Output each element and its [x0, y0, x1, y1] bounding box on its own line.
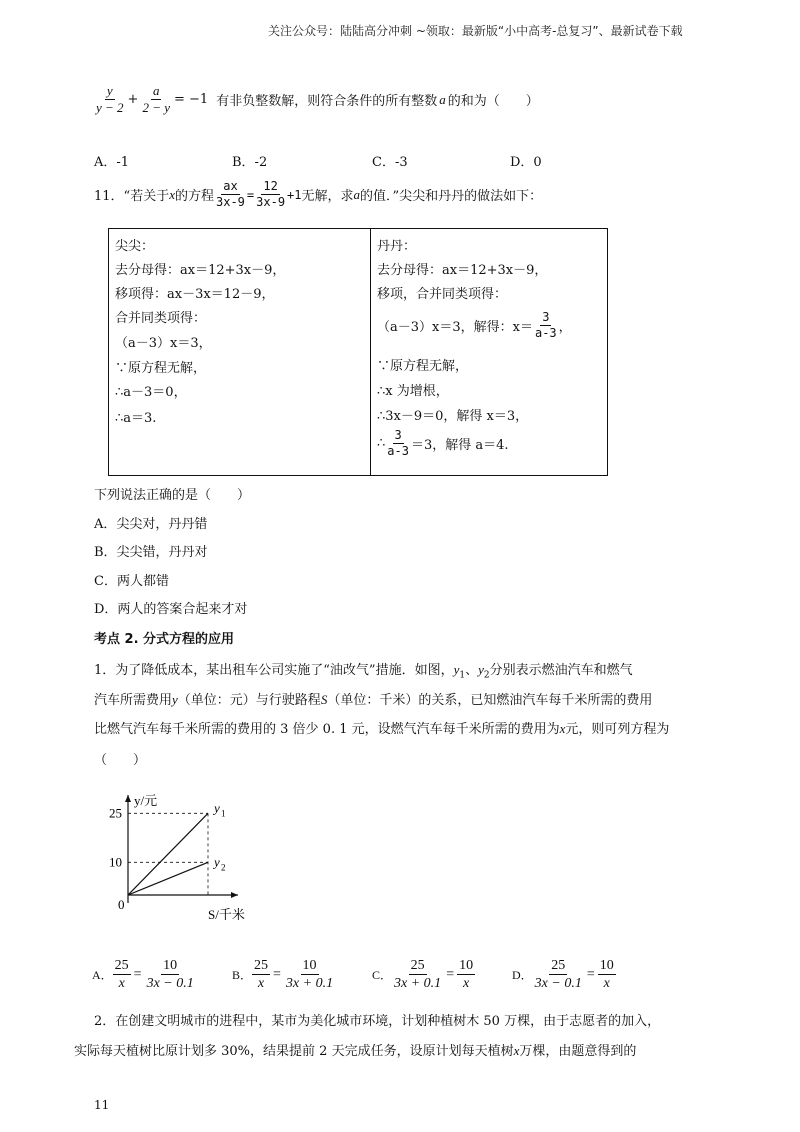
q1-y2: y — [478, 662, 484, 677]
q10-option-b[interactable]: B．-2 — [232, 155, 268, 170]
q1-option-c[interactable] — [372, 958, 512, 992]
q1-option-left-frac — [252, 958, 270, 992]
q1-line2b: （单位：元）与行驶路程 — [177, 693, 321, 708]
q11-x: x — [169, 186, 175, 202]
q1-line-4: （ ） — [94, 753, 147, 768]
q2-line2a: 实际每天植树比原计划多 30%，结果提前 2 天完成任务，设原计划每天植树 — [74, 1044, 514, 1059]
q11-suffix2: 的值．”尖尖和丹丹的做法如下： — [360, 189, 543, 205]
q11-ask: 下列说法正确的是（ ） — [94, 488, 251, 503]
y-axis-label: y/元 — [134, 793, 158, 808]
q1-line2a: 汽车所需费用 — [94, 693, 173, 708]
section-heading: 考点 2. 分式方程的应用 — [94, 632, 235, 647]
q1-option-right-frac — [145, 958, 196, 992]
x-axis-label: S/千米 — [208, 907, 245, 920]
right-line-8-therefore: ∴ — [377, 436, 386, 452]
q1-line1b: 分别表示燃油汽车和燃气 — [489, 663, 633, 678]
q1-line2c: （单位：千米）的关系，已知燃油汽车每千米所需的费用 — [327, 693, 653, 708]
q1-option-label: D． — [512, 968, 533, 983]
q1-y1: y — [453, 662, 460, 677]
q2-xv: x — [513, 1043, 520, 1058]
x-axis-arrow — [231, 892, 238, 898]
solution-table — [108, 228, 608, 476]
right-line-4-frac — [533, 311, 559, 340]
y-tick-label-y1: 25 — [109, 805, 122, 821]
right-line-4-text: （a－3）x＝3，解得：x＝ — [377, 320, 533, 336]
right-line-8 — [377, 429, 509, 458]
series-line-y2 — [128, 862, 208, 895]
q11-suffix: 无解，求 — [301, 189, 354, 205]
q1-option-eq: = — [273, 966, 281, 982]
series-line-y1 — [128, 813, 208, 895]
q10-plus: + — [127, 92, 139, 108]
q10-option-d[interactable]: D．0 — [510, 155, 542, 170]
q11-eq: = — [246, 187, 255, 202]
series-label-y1: y — [214, 800, 220, 816]
q10-frac-2-den: 2 − y — [142, 100, 170, 116]
q2-line-2 — [74, 1040, 636, 1059]
q10-line — [94, 84, 539, 116]
right-frac2-den: a-3 — [387, 444, 409, 459]
q1-sv: S — [320, 692, 328, 707]
q1-options-container — [92, 958, 652, 992]
cost-distance-chart — [100, 785, 270, 920]
q1-xv: x — [559, 721, 566, 736]
q11-frac-2-den: 3x-9 — [256, 195, 286, 210]
q1-sep: 、 — [465, 663, 479, 678]
q11-frac-2 — [254, 180, 287, 209]
q1-line1-text: 1．为了降低成本，某出租车公司实施了“油改气”措施．如图， — [94, 663, 454, 678]
series-label-sub-y2: 2 — [221, 862, 226, 873]
q11-frac-2-num: 12 — [261, 180, 279, 195]
q1-option-left-frac-num: 25 — [549, 958, 567, 975]
q1-option-right-frac-num: 10 — [457, 958, 475, 975]
q2-line-1: 2．在创建文明城市的进程中，某市为美化城市环境，计划种植树木 50 万棵，由于志愿者的加入， — [94, 1014, 661, 1029]
left-line-2: 去分母得：ax＝12+3x－9， — [115, 263, 286, 278]
q1-option-left-frac — [533, 958, 584, 992]
q10-option-a[interactable]: A．-1 — [94, 155, 130, 170]
q10-text2: 的和为（ ） — [447, 94, 539, 110]
q10-rhs: = −1 — [174, 92, 209, 108]
left-line-1: 尖尖： — [115, 239, 155, 254]
q11-a: a — [353, 186, 361, 202]
q1-option-right-frac-den: x — [462, 976, 470, 992]
right-line-5: ∵原方程无解， — [377, 359, 469, 374]
origin-label: 0 — [118, 897, 125, 912]
right-line-7: ∴3x－9＝0，解得 x＝3， — [377, 409, 529, 424]
right-line-1: 丹丹： — [377, 239, 417, 254]
q1-y1-sub: 1 — [459, 670, 466, 681]
q1-option-right-frac — [284, 958, 335, 992]
right-line-8-end: ＝3，解得 a＝4. — [410, 438, 509, 454]
right-frac-num: 3 — [540, 311, 551, 326]
q1-option-left-frac-num: 25 — [409, 958, 427, 975]
q11-prefix: 11．“若关于 — [94, 189, 170, 205]
q1-yv: y — [172, 692, 178, 707]
q1-option-left-frac-num: 25 — [252, 958, 270, 975]
q1-option-right-frac-num: 10 — [301, 958, 319, 975]
q1-option-left-frac-den: x — [118, 976, 125, 992]
q10-var: a — [439, 91, 446, 107]
q1-option-label: B． — [232, 968, 253, 983]
right-frac-den: a-3 — [534, 326, 557, 341]
right-frac2-num: 3 — [393, 429, 404, 444]
q1-option-right-frac — [598, 958, 616, 992]
q1-line3a: 比燃气汽车每千米所需的费用的 3 倍少 0. 1 元，设燃气汽车每千米所需的费用为 — [94, 722, 560, 737]
q1-option-right-frac — [457, 958, 475, 992]
q1-option-left-frac — [392, 958, 443, 992]
q11-option-d[interactable]: D．两人的答案合起来才对 — [94, 602, 248, 617]
q2-line2b: 万棵，由题意得到的 — [519, 1044, 637, 1059]
page-number: 11 — [94, 1098, 110, 1112]
left-line-6: ∵原方程无解， — [115, 361, 207, 376]
q1-option-label: A． — [92, 968, 113, 983]
q11-frac-1-num: ax — [221, 180, 239, 195]
q1-option-eq: = — [586, 966, 595, 982]
q1-y2-sub: 2 — [483, 670, 490, 681]
q1-line-3 — [94, 718, 669, 737]
table-divider — [370, 229, 371, 475]
q11-frac-1 — [214, 180, 247, 209]
right-line-2: 去分母得：ax＝12+3x－9， — [377, 263, 548, 278]
q10-option-c[interactable]: C．-3 — [372, 155, 408, 170]
left-line-5: （a－3）x＝3， — [115, 336, 212, 351]
left-line-3: 移项得：ax－3x＝12－9， — [115, 287, 275, 302]
q1-option-right-frac-num: 10 — [598, 958, 616, 975]
q1-option-right-frac-num: 10 — [161, 958, 179, 975]
left-line-4: 合并同类项得： — [115, 311, 207, 326]
right-line-3: 移项，合并同类项得： — [377, 287, 508, 302]
q10-text: 有非负整数解，则符合条件的所有整数 — [216, 94, 438, 110]
q1-option-left-frac-den: 3x + 0.1 — [394, 976, 442, 992]
q1-option-b[interactable] — [232, 958, 372, 992]
page-header: 关注公众号：陆陆高分冲刺 ~领取：最新版“小中高考-总复习”、最新试卷下载 — [268, 24, 683, 38]
y-axis-arrow — [125, 795, 131, 802]
q10-frac-1-den: y − 2 — [96, 100, 124, 116]
q11-stem — [94, 180, 542, 209]
q1-option-a[interactable] — [92, 958, 232, 992]
q1-line-2 — [94, 689, 652, 708]
q11-option-b[interactable]: B．尖尖错，丹丹对 — [94, 545, 208, 560]
right-line-4-end: ， — [558, 320, 572, 336]
q11-plus1: +1 — [287, 187, 302, 202]
q1-option-right-frac-den: x — [603, 976, 610, 992]
q1-option-label: C． — [372, 968, 393, 983]
left-line-8: ∴a＝3. — [115, 411, 157, 426]
q1-option-d[interactable] — [512, 958, 652, 992]
q10-frac-1 — [94, 84, 126, 116]
q1-option-right-frac-den: 3x − 0.1 — [146, 976, 194, 992]
q1-line-1 — [94, 659, 633, 681]
q1-option-left-frac-den: x — [257, 976, 265, 992]
q10-frac-2 — [140, 84, 172, 116]
series-label-y2: y — [214, 854, 220, 870]
q1-option-eq: = — [446, 966, 455, 982]
q11-option-a[interactable]: A．尖尖对，丹丹错 — [94, 517, 208, 532]
q11-option-c[interactable]: C．两人都错 — [94, 574, 169, 589]
q1-option-right-frac-den: 3x + 0.1 — [285, 976, 334, 992]
series-label-sub-y1: 1 — [221, 808, 226, 819]
q1-line3b: 元，则可列方程为 — [565, 722, 670, 737]
q1-option-eq: = — [133, 966, 142, 982]
right-line-6: ∴x 为增根， — [377, 384, 449, 399]
left-line-7: ∴a－3＝0， — [115, 385, 187, 400]
q1-option-left-frac-num: 25 — [113, 958, 131, 975]
q10-frac-2-num: a — [151, 84, 162, 100]
q10-frac-1-num: y — [105, 84, 115, 100]
q1-options — [92, 958, 652, 992]
q11-frac-1-den: 3x-9 — [216, 195, 245, 210]
q1-option-left-frac — [113, 958, 131, 992]
right-line-4 — [377, 311, 572, 340]
right-line-8-frac — [385, 429, 411, 458]
q11-mid: 的方程 — [174, 189, 214, 205]
q1-option-left-frac-den: 3x − 0.1 — [534, 976, 582, 992]
y-tick-label-y2: 10 — [109, 854, 122, 870]
